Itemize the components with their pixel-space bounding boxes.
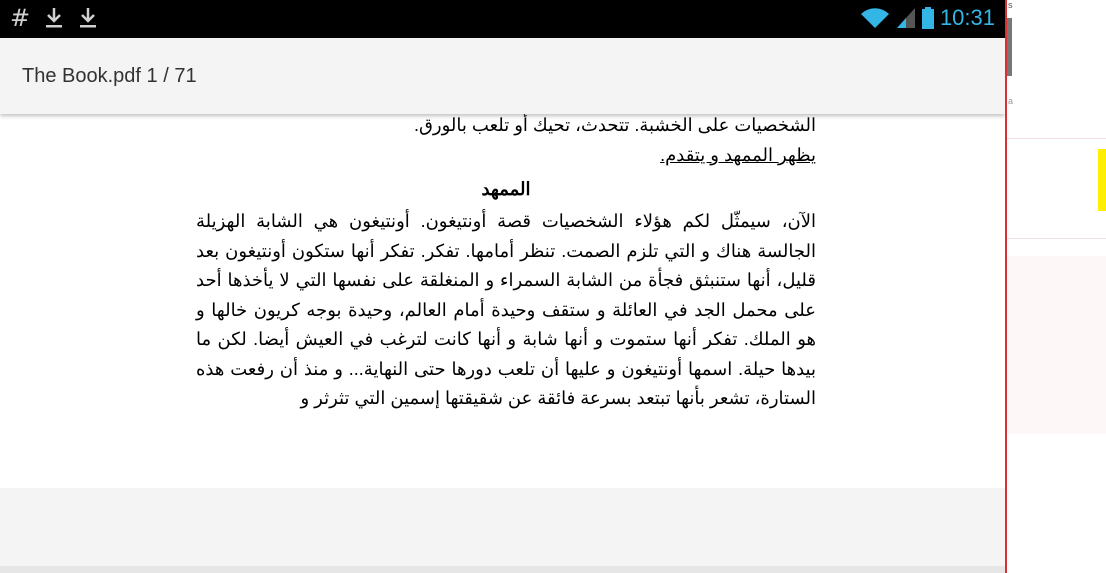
wifi-icon — [860, 6, 890, 30]
system-status — [860, 4, 995, 32]
paragraph: الآن، سيمثّل لكم هؤلاء الشخصيات قصة أونتيغون. أونتيغون هي الشابة الهزيلة الجالسة هناك و التي تلزم الصمت. تنظر أمامها. تفكر. تفكر أنها ستكون أونتيغون بعد قليل، أنها ستنبثق فجأة من الشابة السمراء و المنغلقة على نفسها التي لا يأخذها أحد على محمل الجد في العائلة و ستقف وحيدة أمام العالم، وحيدة بوجه كريون خالها و هو الملك. تفكر أنها ستموت و أنها شابة و أنها كانت لترغب في العيش أيضا. لكن ما بيدها حيلة. اسمها أونتيغون و عليها أن تلعب دورها حتى النهاية... و منذ أن رفعت هذه الستارة، تشعر بأنها تبتعد بسرعة فائقة عن شقيقتها إسمين التي تثرثر و — [196, 211, 816, 408]
text-line: الشخصيات على الخشبة. تتحدث، تحيك أو تلعب بالورق. — [413, 115, 816, 135]
bottom-edge — [0, 566, 1005, 573]
download-icon — [44, 5, 64, 31]
clipped-text: s — [1008, 0, 1013, 10]
highlight-marker — [1098, 149, 1106, 211]
download-icon — [78, 5, 98, 31]
document-title[interactable]: The Book.pdf 1 / 71 — [22, 65, 197, 87]
side-panel — [1007, 0, 1106, 573]
divider — [1007, 238, 1106, 239]
speaker-name: الممهد — [481, 179, 531, 199]
status-bar — [0, 0, 1005, 38]
clock: 10:31 — [939, 5, 995, 30]
notification-icons — [10, 4, 98, 32]
clipped-panel — [1007, 256, 1106, 434]
page-gap — [0, 488, 1005, 566]
action-bar — [0, 38, 1005, 114]
battery-icon — [922, 6, 934, 30]
hash-icon: # — [10, 4, 31, 32]
divider — [1007, 138, 1106, 139]
clipped-element — [1007, 18, 1012, 76]
stage-direction: يظهر الممهد و يتقدم. — [660, 145, 816, 165]
pdf-page[interactable] — [0, 114, 1005, 488]
signal-icon — [896, 6, 916, 30]
clipped-text: a — [1008, 96, 1014, 106]
